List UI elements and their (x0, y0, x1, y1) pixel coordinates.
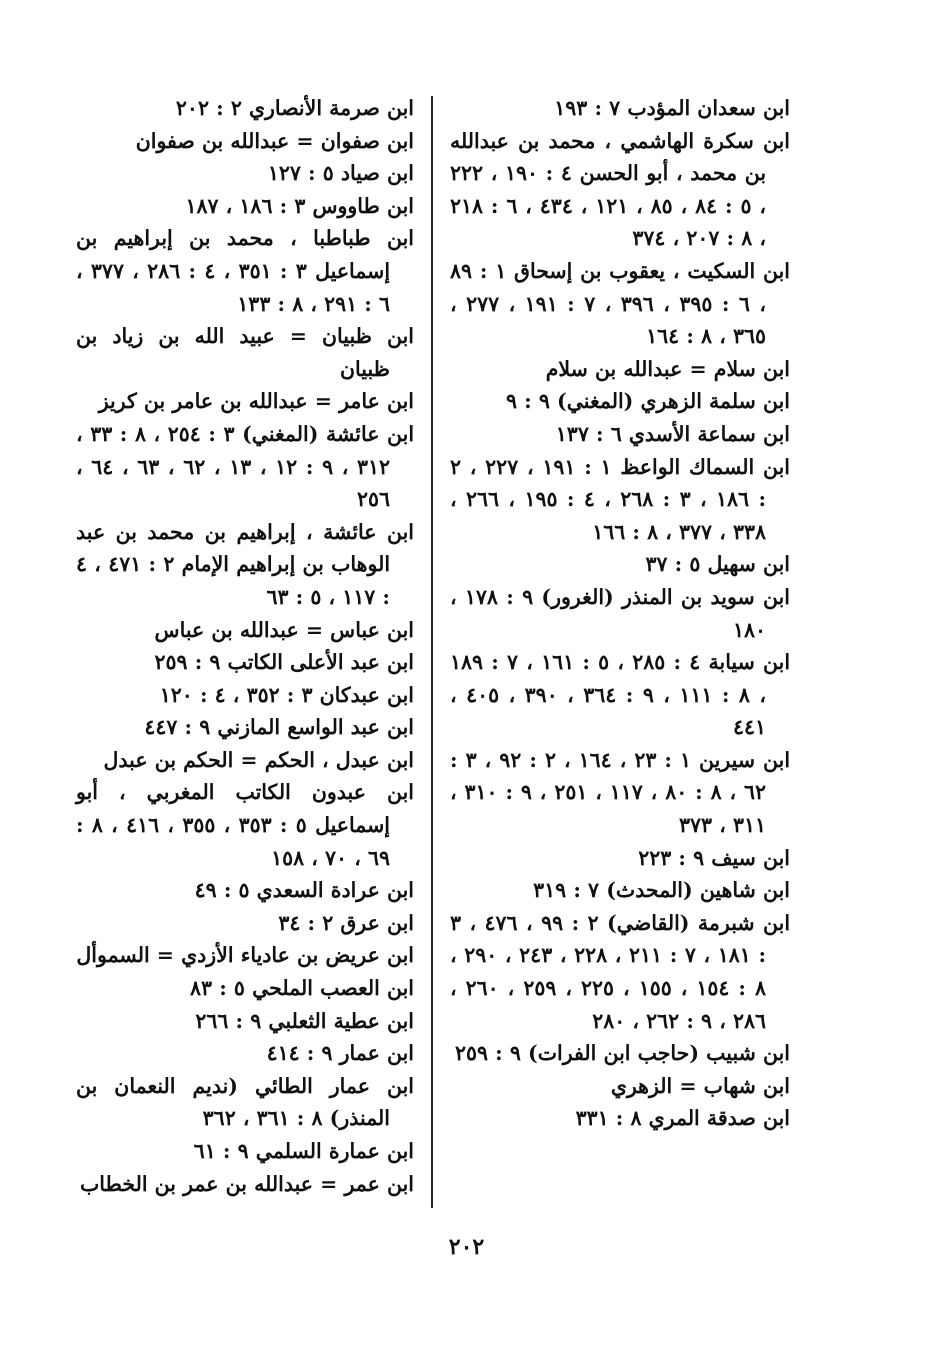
index-entry: ابن سعدان المؤدب ٧ : ١٩٣ (554, 96, 790, 120)
index-entry: ابن سلمة الزهري (المغني) ٩ : ٩ (505, 389, 790, 414)
index-entry: ابن سماعة الأسدي ٦ : ١٣٧ (555, 421, 790, 446)
index-entry: ابن سويد بن المنذر (الغرور) ٩ : ١٧٨ ، ١٨٠ (450, 584, 791, 642)
index-entry: ابن عرق ٢ : ٣٤ (278, 910, 414, 935)
index-entry: ابن عبدكان ٣ : ٣٥٢ ، ٤ : ١٢٠ (159, 682, 414, 707)
index-entry: ابن عمار ٩ : ٤١٤ (266, 1041, 414, 1066)
index-entry: ابن صياد ٥ : ١٢٧ (267, 161, 414, 186)
index-entry: ابن صفوان = عبدالله بن صفوان (135, 128, 414, 153)
index-entry: ابن عبد الواسع المازني ٩ : ٤٤٧ (144, 715, 414, 740)
index-entry: ابن ظبيان = عبيد الله بن زياد بن ظبيان (76, 324, 414, 381)
index-entry: ابن شبيب (حاجب ابن الفرات) ٩ : ٢٥٩ (454, 1041, 790, 1066)
index-entry: ابن سلام = عبدالله بن سلام (545, 356, 790, 381)
index-entry: ابن شهاب = الزهري (610, 1073, 790, 1098)
index-entry: ابن صرمة الأنصاري ٢ : ٢٠٢ (175, 96, 414, 120)
index-entry: ابن العصب الملحي ٥ : ٨٣ (190, 976, 414, 1001)
index-entry: ابن سكرة الهاشمي ، محمد بن عبدالله بن محمد ، أبو الحسن ٤ : ١٩٠ ، ٢٢٢ ، ٥ : ٨٤ ، ٨٥ ، ١٢١ ، ٤٣٤ ، ٦ : ٢١٨ ، ٨ : ٢٠٧ ، ٣٧٤ (450, 128, 790, 251)
index-entry: ابن السماك الواعظ ١ : ١٩١ ، ٢٢٧ ، ٢ : ١٨٦ ، ٣ : ٢٦٨ ، ٤ : ١٩٥ ، ٢٦٦ ، ٣٣٨ ، ٣٧٧ ، ٨ : ١٦٦ (450, 454, 791, 544)
index-entry: ابن طاووس ٣ : ١٨٦ ، ١٨٧ (185, 193, 414, 218)
index-entry: ابن عمارة السلمي ٩ : ٦١ (193, 1139, 414, 1163)
index-entry: ابن عائشة ، إبراهيم بن محمد بن عبد الوهاب بن إبراهيم الإمام ٢ : ٤٧١ ، ٤ : ١١٧ ، ٥ : ٦٣ (76, 519, 414, 609)
index-column-left (76, 92, 414, 1200)
page-number: ٢٠٢ (448, 1234, 485, 1260)
index-column-right (450, 92, 790, 1135)
index-entry: ابن عبد الأعلى الكاتب ٩ : ٢٥٩ (154, 650, 414, 675)
index-entry: ابن عمر = عبدالله بن عمر بن الخطاب (80, 1171, 414, 1196)
index-entry: ابن صدقة المري ٨ : ٣٣١ (575, 1106, 790, 1131)
index-entry: ابن سهيل ٥ : ٣٧ (645, 552, 790, 577)
index-entry: ابن طباطبا ، محمد بن إبراهيم بن إسماعيل ٣ : ٣٥١ ، ٤ : ٢٨٦ ، ٣٧٧ ، ٦ : ٢٩١ ، ٨ : ١٣٣ (76, 226, 414, 316)
index-entry: ابن عريض بن عادياء الأزدي = السموأل (76, 943, 414, 968)
index-entry: ابن سيرين ١ : ٢٣ ، ١٦٤ ، ٢ : ٩٢ ، ٣ : ٦٢ ، ٨ : ٨٠ ، ١١٧ ، ٢٥١ ، ٩ : ٣١٠ ، ٣١١ ، ٣٧٣ (450, 747, 791, 838)
index-entry: ابن عبدون الكاتب المغربي ، أبو إسماعيل ٥ : ٣٥٣ ، ٣٥٥ ، ٤١٦ ، ٨ : ٦٩ ، ٧٠ ، ١٥٨ (76, 780, 414, 870)
index-entry: ابن شبرمة (القاضي) ٢ : ٩٩ ، ٤٧٦ ، ٣ : ١٨١ ، ٧ : ٢١١ ، ٢٢٨ ، ٢٤٣ ، ٢٩٠ ، ٨ : ١٥٤ ، ١٥٥ ، ٢٢٥ ، ٢٥٩ ، ٢٦٠ ، ٢٨٦ ، ٩ : ٢٦٢ ، ٢٨٠ (450, 910, 791, 1033)
index-entry: ابن عامر = عبدالله بن عامر بن كريز (98, 389, 414, 414)
index-entry: ابن عمار الطائي (نديم النعمان بن المنذر) ٨ : ٣٦١ ، ٣٦٢ (76, 1073, 414, 1131)
index-entry: ابن سيابة ٤ : ٢٨٥ ، ٥ : ١٦١ ، ٧ : ١٨٩ ، ٨ : ١١١ ، ٩ : ٣٦٤ ، ٣٩٠ ، ٤٠٥ ، ٤٤١ (450, 650, 791, 740)
index-entry: ابن السكيت ، يعقوب بن إسحاق ١ : ٨٩ ، ٦ : ٣٩٥ ، ٣٩٦ ، ٧ : ١٩١ ، ٢٧٧ ، ٣٦٥ ، ٨ : ١٦٤ (450, 258, 790, 349)
index-entry: ابن عباس = عبدالله بن عباس (154, 617, 414, 642)
column-divider (431, 96, 433, 1208)
index-entry: ابن عرادة السعدي ٥ : ٤٩ (194, 878, 414, 903)
index-entry: ابن عطية الثعلبي ٩ : ٢٦٦ (195, 1008, 414, 1033)
index-entry: ابن شاهين (المحدث) ٧ : ٣١٩ (533, 878, 790, 903)
index-entry: ابن عائشة (المغني) ٣ : ٢٥٤ ، ٨ : ٣٣ ، ٣١٢ ، ٩ : ١٢ ، ١٣ ، ٦٢ ، ٦٣ ، ٦٤ ، ٢٥٦ (76, 421, 415, 512)
index-entry: ابن عبدل ، الحكم = الحكم بن عبدل (103, 747, 414, 772)
index-entry: ابن سيف ٩ : ٢٢٣ (638, 845, 790, 870)
